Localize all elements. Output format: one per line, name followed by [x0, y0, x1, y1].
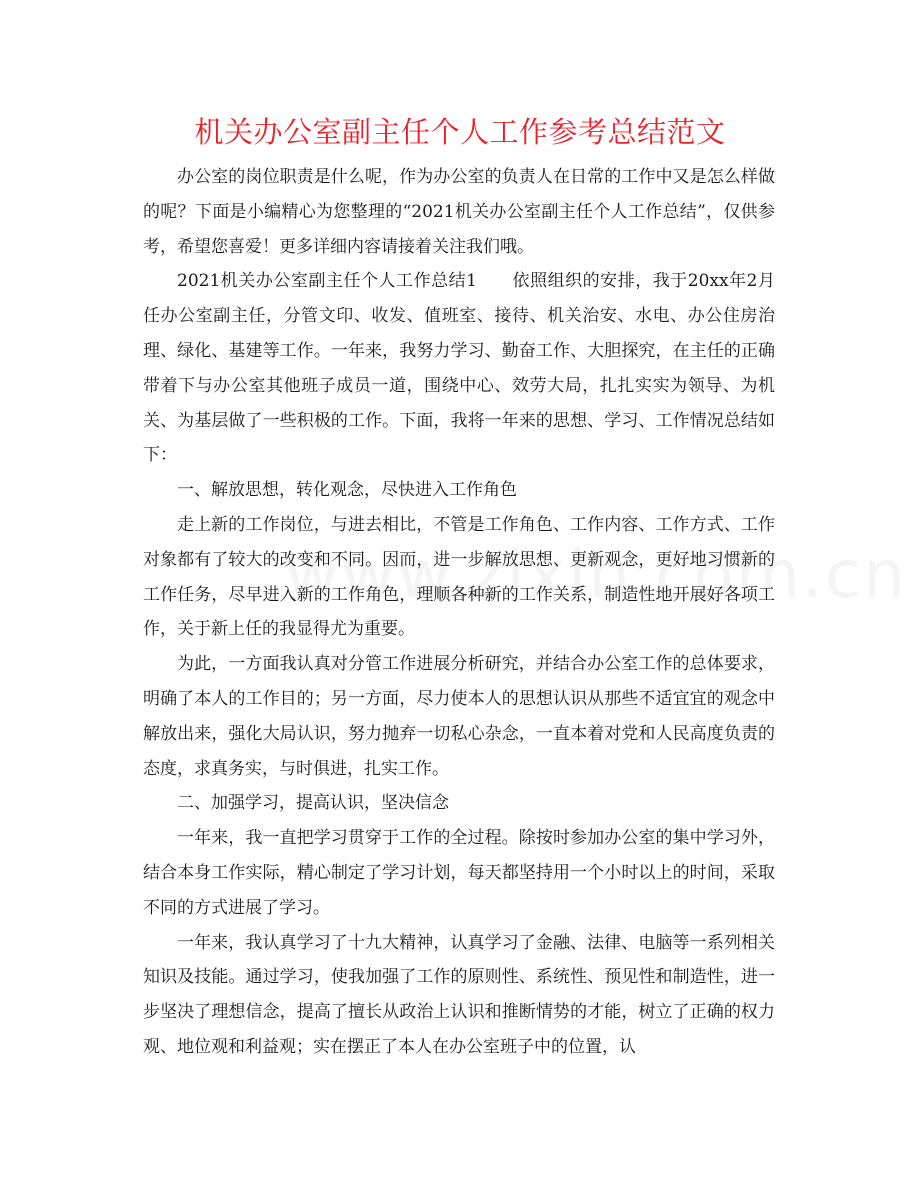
body-paragraph: 一年来，我认真学习了十九大精神，认真学习了金融、法律、电脑等一系列相关知识及技能。通过学习，使我加强了工作的原则性、系统性、预见性和制造性，进一步坚决了理想信念，提高了擅长从政治上认识和推断情势的才能，树立了正确的权力观、地位观和利益观；实在摆正了本人在办公室班子中的位置，认 — [143, 932, 775, 1057]
section-heading-1: 一、解放思想，转化观念，尽快进入工作角色 — [177, 480, 517, 501]
body-paragraph: 一年来，我一直把学习贯穿于工作的全过程。除按时参加办公室的集中学习外，结合本身工作实际，精心制定了学习计划，每天都坚持用一个小时以上的时间，采取不同的方式进展了学习。 — [143, 828, 775, 918]
body-paragraph: 走上新的工作岗位，与进去相比，不管是工作角色、工作内容、工作方式、工作对象都有了较大的改变和不同。因而，进一步解放思想、更新观念，更好地习惯新的工作任务，尽早进入新的工作角色，理顺各种新的工作关系，制造性地开展好各项工作，关于新上任的我显得尤为重要。 — [143, 514, 775, 640]
body-paragraph: 为此，一方面我认真对分管工作进展分析研究，并结合办公室工作的总体要求，明确了本人的工作目的；另一方面，尽力使本人的思想认识从那些不适宜宜的观念中解放出来，强化大局认识，努力抛弃一切私心杂念，一直本着对党和人民高度负责的态度，求真务实，与时俱进，扎实工作。 — [143, 654, 775, 779]
document-body — [143, 160, 775, 1065]
section-heading-2: 二、加强学习，提高认识，坚决信念 — [177, 793, 449, 814]
intro-paragraph: 办公室的岗位职责是什么呢，作为办公室的负责人在日常的工作中又是怎么样做的呢？下面是小编精心为您整理的“2021机关办公室副主任个人工作总结”，仅供参考，希望您喜爱！更多详细内容请接着关注我们哦。 — [143, 167, 775, 257]
document-title: 机关办公室副主任个人工作参考总结范文 — [194, 115, 726, 149]
summary-paragraph: 2021机关办公室副主任个人工作总结1 依照组织的安排，我于20xx年2月任办公室副主任，分管文印、收发、值班室、接待、机关治安、水电、办公住房治理、绿化、基建等工作。一年来，我努力学习、勤奋工作、大胆探究，在主任的正确带着下与办公室其他班子成员一道，围绕中心、效劳大局，扎扎实实为领导、为机关、为基层做了一些积极的工作。下面，我将一年来的思想、学习、工作情况总结如下： — [143, 271, 775, 466]
